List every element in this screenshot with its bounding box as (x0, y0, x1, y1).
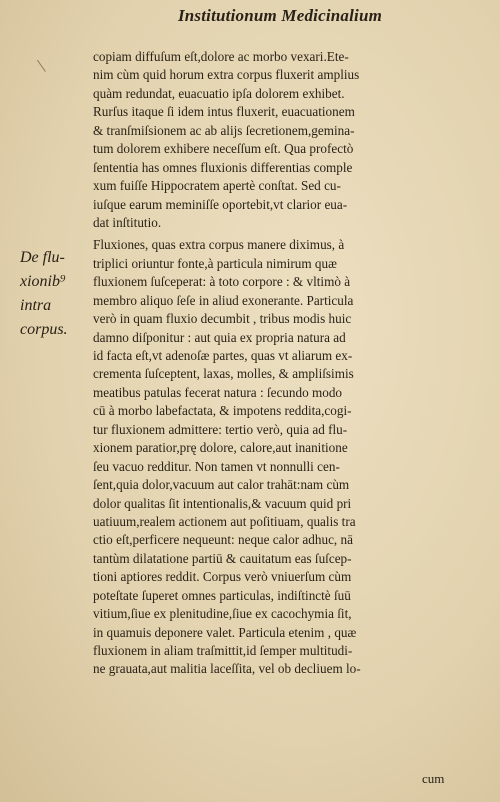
text-line: in quamuis deponere valet. Particula etenim , quæ (93, 624, 357, 640)
text-line: copiam diffuſum eſt,dolore ac morbo vexari.Ete- (93, 49, 349, 64)
text-line: ſent,quia dolor,vacuum aut calor trahāt:nam cùm (93, 477, 350, 493)
text-line: tioni aptiores reddit. Corpus verò vniuerſum cùm (93, 569, 352, 585)
text-line: id facta eſt,vt adenoſæ partes, quas vt aliarum ex- (93, 348, 353, 363)
text-line: fluxionem in aliam traſmittit,id ſemper multitudi- (93, 643, 353, 658)
text-line: Fluxiones, quas extra corpus manere diximus, à (93, 237, 345, 253)
margin-note-line: intra (20, 297, 52, 314)
text-line: xionem paratior,prę dolore, calore,aut inanitione (93, 440, 348, 456)
text-line: ſententia has omnes fluxionis differentias comple (93, 159, 353, 175)
text-line: tur fluxionem admittere: tertio verò, quia ad flu- (93, 421, 348, 437)
text-line: xum fuiſſe Hippocratem apertè conſtat. Sed cu- (93, 178, 341, 194)
text-line: poteſtate ſuperet omnes particulas, indiſtinctè ſuū (93, 587, 351, 603)
text-line: quàm redundat, euacuatio ipſa dolorem exhibet. (93, 85, 345, 101)
text-line: uatiuum,realem actionem aut poſitiuam, qualis tra (93, 513, 356, 529)
text-line: triplici oriuntur fonte,à particula nimirum quæ (93, 255, 337, 271)
text-line: cū à morbo labefactata, & impotens reddita,cogi- (93, 403, 352, 419)
text-line: ctio eſt,perficere nequeunt: neque calor adhuc, nā (93, 532, 353, 548)
body-text (93, 48, 465, 679)
text-line: crementa ſuſceptent, laxas, molles, & ampliſsimis (93, 366, 354, 382)
text-line: fluxionem ſuſceperat: à toto corpore : & vltimò à (93, 274, 351, 290)
text-line: damno diſponitur : aut quia ex propria natura ad (93, 329, 346, 345)
text-line: nim cùm quid horum extra corpus fluxerit amplius (93, 67, 360, 83)
page-mark (37, 54, 54, 72)
text-line: iuſque earum meminiſſe oportebit,vt clarior eua- (93, 196, 348, 212)
text-line: & tranſmiſsionem ac ab alijs ſecretionem,gemina- (93, 122, 355, 138)
text-line: meatibus patulas fecerat natura : ſecundo modo (93, 384, 343, 400)
text-line: dolor qualitas ſit intentionalis,& vacuum quid pri (93, 495, 352, 511)
margin-note (20, 246, 92, 342)
text-line: tantùm dilatatione partiū & cauitatum eas ſuſcep- (93, 550, 352, 566)
margin-note-line: xionib⁹ (20, 273, 66, 290)
text-line: vitium,ſiue ex plenitudine,ſiue ex cacochymia ſit, (93, 606, 352, 622)
margin-note-line: corpus. (20, 321, 68, 338)
text-line: dat inſtitutio. (93, 214, 162, 230)
text-line: ſeu vacuo redditur. Non tamen vt nonnulli cen- (93, 458, 340, 474)
text-line: Rurſus itaque ſi idem intus fluxerit, euacuationem (93, 104, 355, 120)
text-line: tum dolorem exhibere neceſſum eſt. Qua profectò (93, 141, 354, 157)
margin-note-line: De flu- (20, 249, 65, 266)
running-header: Institutionum Medicinalium (177, 6, 383, 25)
text-line: verò in quam fluxio decumbit , tribus modis huic (93, 311, 352, 327)
catchword: cum (422, 771, 445, 786)
text-line: membro aliquo ſeſe in aliud exonerante. Particula (93, 292, 354, 308)
text-line: ne grauata,aut malitia laceſſita, vel ob decliuem lo- (93, 661, 361, 677)
